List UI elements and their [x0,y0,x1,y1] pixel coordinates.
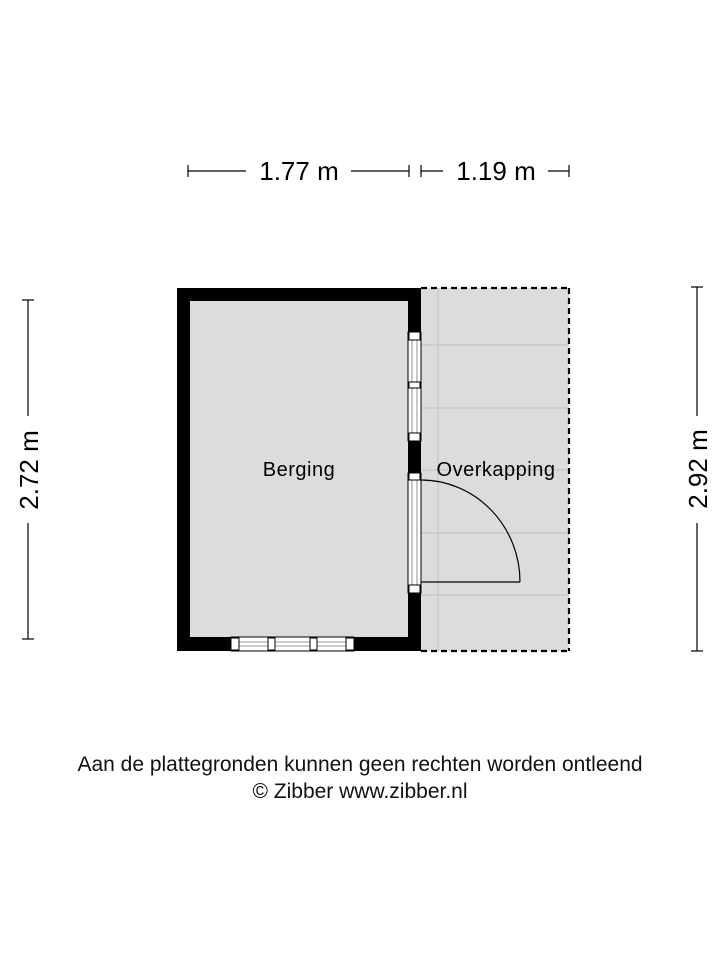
window-bottom [231,637,354,651]
door-right-frame [408,473,421,593]
copyright-text: © Zibber www.zibber.nl [252,780,468,803]
dimension-left-label: 2.72 m [14,430,44,510]
dimension-right-label: 2.92 m [683,429,713,509]
dimension-top-left-label: 1.77 m [259,156,339,186]
room-label-berging: Berging [262,459,336,481]
disclaimer-text: Aan de plattegronden kunnen geen rechten worden ontleend [77,753,643,776]
window-right-upper [408,332,421,441]
room-label-overkapping: Overkapping [436,459,556,481]
dimension-top-right-label: 1.19 m [456,156,536,186]
